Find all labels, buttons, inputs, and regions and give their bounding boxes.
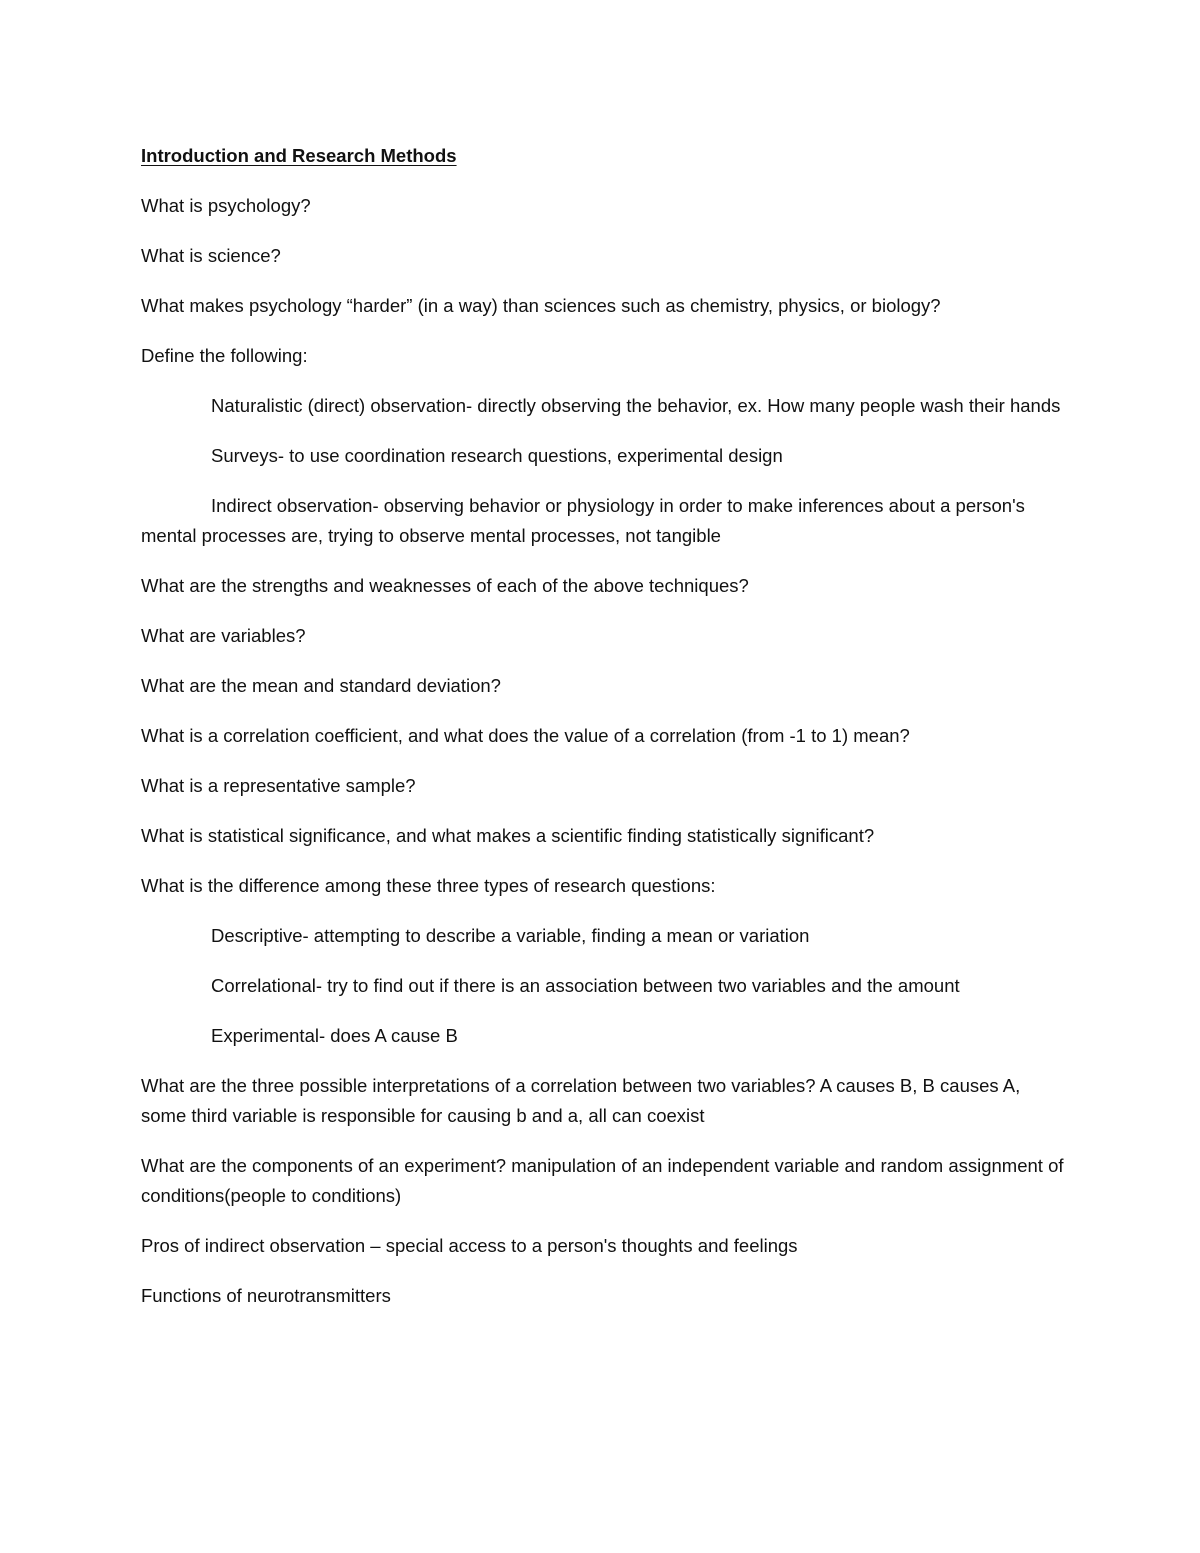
paragraph-experiment-components: What are the components of an experiment? manipulation of an independent variable and random assignment of conditions(people to conditions) bbox=[141, 1155, 1064, 1206]
paragraph-psychology-harder: What makes psychology “harder” (in a way) than sciences such as chemistry, physics, or biology? bbox=[141, 295, 941, 316]
paragraph-statistical-significance: What is statistical significance, and what makes a scientific finding statistically significant? bbox=[141, 825, 875, 846]
document-body bbox=[141, 141, 1066, 1331]
paragraph-what-is-science: What is science? bbox=[141, 245, 281, 266]
paragraph-correlation-interpretations: What are the three possible interpretations of a correlation between two variables? A causes B, B causes A, some third variable is responsible for causing b and a, all can coexist bbox=[141, 1075, 1021, 1126]
document-title: Introduction and Research Methods bbox=[141, 145, 457, 166]
paragraph-strengths-weaknesses: What are the strengths and weaknesses of each of the above techniques? bbox=[141, 575, 749, 596]
paragraph-mean-standard-deviation: What are the mean and standard deviation? bbox=[141, 675, 501, 696]
paragraph-indirect-observation-pros: Pros of indirect observation – special access to a person's thoughts and feelings bbox=[141, 1235, 798, 1256]
definition-descriptive: Descriptive- attempting to describe a variable, finding a mean or variation bbox=[211, 925, 810, 946]
paragraph-research-question-types: What is the difference among these three types of research questions: bbox=[141, 875, 716, 896]
paragraph-representative-sample: What is a representative sample? bbox=[141, 775, 416, 796]
paragraph-what-is-psychology: What is psychology? bbox=[141, 195, 311, 216]
definition-indirect-observation: Indirect observation- observing behavior or physiology in order to make inferences about a person's mental processes are, trying to observe mental processes, not tangible bbox=[141, 495, 1025, 546]
paragraph-neurotransmitters: Functions of neurotransmitters bbox=[141, 1285, 391, 1306]
paragraph-correlation-coefficient: What is a correlation coefficient, and what does the value of a correlation (from -1 to 1) mean? bbox=[141, 725, 910, 746]
definition-naturalistic-observation: Naturalistic (direct) observation- directly observing the behavior, ex. How many people wash their hands bbox=[211, 395, 1061, 416]
definition-correlational: Correlational- try to find out if there is an association between two variables and the amount bbox=[211, 975, 960, 996]
definition-experimental: Experimental- does A cause B bbox=[211, 1025, 458, 1046]
paragraph-variables: What are variables? bbox=[141, 625, 306, 646]
definition-surveys: Surveys- to use coordination research questions, experimental design bbox=[211, 445, 783, 466]
paragraph-define-following: Define the following: bbox=[141, 345, 308, 366]
